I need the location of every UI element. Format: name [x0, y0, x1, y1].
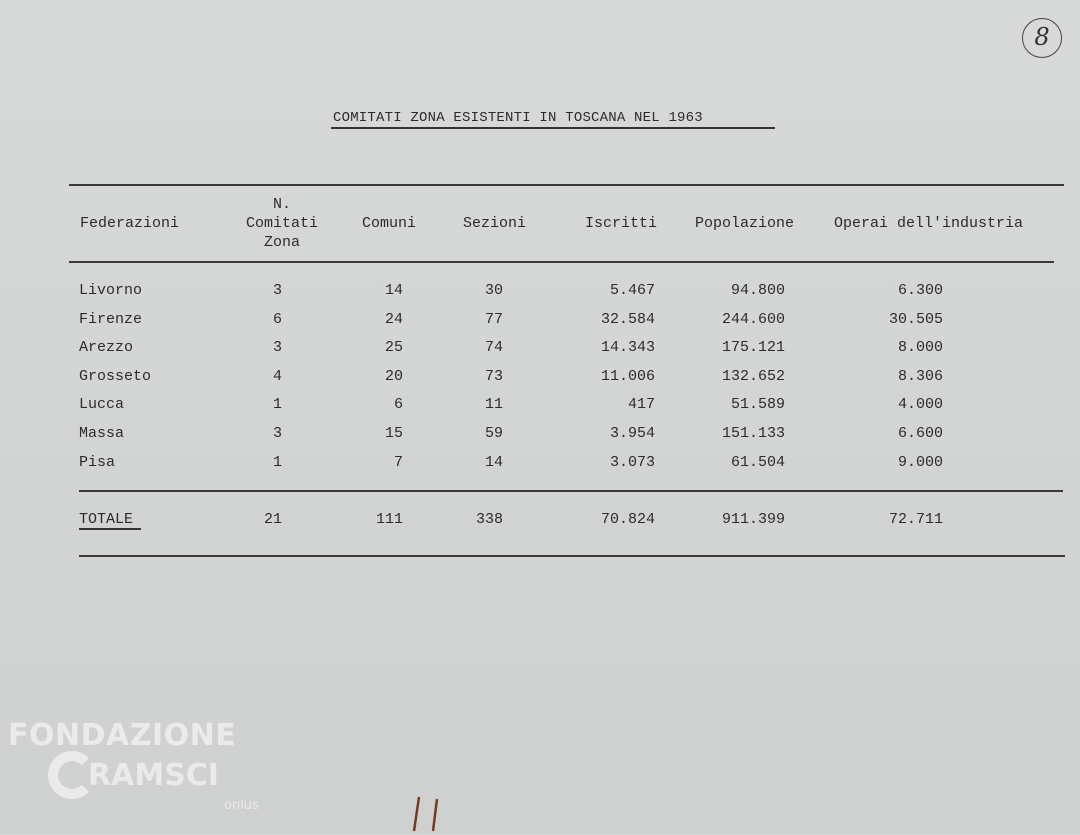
cell-iscritti: 32.584: [600, 310, 655, 328]
cell-sezioni: 73: [484, 367, 503, 385]
cell-comitati: 3: [272, 282, 282, 299]
cell-operai: 9.000: [897, 453, 943, 471]
cell-comitati: 6: [272, 310, 282, 328]
cell-federazione: Grosseto: [79, 367, 152, 385]
cell-operai: 6.600: [897, 425, 943, 442]
cell-sezioni: 14: [484, 453, 503, 471]
totale-sezioni: 338: [475, 511, 503, 528]
cell-comitati: 1: [272, 453, 282, 471]
cell-comitati: 1: [272, 396, 282, 414]
cell-operai: 30.505: [888, 310, 943, 328]
cell-comuni: 15: [384, 425, 403, 442]
header-popolazione: Popolazione: [695, 215, 795, 232]
cell-comuni: 6: [393, 396, 403, 414]
top-rule: [69, 184, 1064, 186]
cell-iscritti: 14.343: [600, 339, 655, 357]
cell-popolazione: 132.652: [721, 367, 785, 385]
cell-comitati: 4: [272, 367, 282, 385]
page-number: 8: [1022, 18, 1062, 58]
cell-operai: 8.306: [897, 367, 943, 385]
cell-operai: 4.000: [897, 396, 943, 414]
cell-comitati: 3: [272, 339, 282, 357]
cell-popolazione: 51.589: [730, 396, 785, 414]
cell-comuni: 7: [393, 453, 403, 471]
header-sezioni: Sezioni: [463, 215, 527, 232]
cell-comuni: 25: [384, 339, 403, 357]
totale-comitati: 21: [263, 511, 282, 528]
header-comitati-1: N.: [272, 196, 291, 213]
header-comitati-2: Comitati: [245, 215, 318, 232]
cell-federazione: Massa: [79, 425, 125, 442]
totale-underline: [79, 528, 141, 530]
cell-popolazione: 175.121: [721, 339, 785, 357]
cell-operai: 6.300: [897, 282, 943, 299]
totale-operai: 72.711: [888, 511, 943, 528]
cell-popolazione: 151.133: [721, 425, 785, 442]
cell-sezioni: 59: [484, 425, 503, 442]
cell-comitati: 3: [272, 425, 282, 442]
pen-marks: [405, 795, 455, 835]
cell-federazione: Arezzo: [79, 339, 134, 357]
cell-comuni: 24: [384, 310, 403, 328]
header-rule: [69, 261, 1054, 263]
totale-label: TOTALE: [79, 511, 134, 528]
totale-popolazione: 911.399: [721, 511, 785, 528]
cell-sezioni: 30: [484, 282, 503, 299]
cell-popolazione: 61.504: [730, 453, 785, 471]
cell-sezioni: 77: [484, 310, 503, 328]
header-comitati-3: Zona: [263, 234, 300, 251]
totale-iscritti: 70.824: [600, 511, 655, 528]
header-federazioni: Federazioni: [80, 215, 180, 232]
watermark-line3: onlus: [224, 798, 259, 813]
cell-federazione: Livorno: [79, 282, 143, 299]
cell-sezioni: 11: [484, 396, 503, 414]
bottom-rule: [79, 555, 1065, 557]
totale-comuni: 111: [375, 511, 403, 528]
header-operai: Operai dell'industria: [834, 215, 1024, 232]
cell-sezioni: 74: [484, 339, 503, 357]
cell-comuni: 14: [384, 282, 403, 299]
watermark-line1: FONDAZIONE: [8, 718, 237, 753]
header-comuni: Comuni: [362, 215, 417, 232]
title-underline: [331, 127, 775, 129]
cell-iscritti: 5.467: [609, 282, 655, 299]
cell-federazione: Lucca: [79, 396, 125, 414]
cell-popolazione: 94.800: [730, 282, 785, 299]
cell-operai: 8.000: [897, 339, 943, 357]
watermark-logo: [8, 718, 268, 813]
header-iscritti: Iscritti: [585, 215, 658, 232]
cell-iscritti: 417: [627, 396, 655, 414]
cell-iscritti: 11.006: [600, 367, 655, 385]
cell-iscritti: 3.954: [609, 425, 655, 442]
table-title: COMITATI ZONA ESISTENTI IN TOSCANA NEL 1963: [333, 110, 703, 126]
cell-comuni: 20: [384, 367, 403, 385]
cell-federazione: Firenze: [79, 310, 143, 328]
watermark-line2: RAMSCI: [88, 757, 219, 793]
cell-iscritti: 3.073: [609, 453, 655, 471]
totals-top-rule: [79, 490, 1063, 492]
cell-popolazione: 244.600: [721, 310, 785, 328]
cell-federazione: Pisa: [79, 453, 116, 471]
